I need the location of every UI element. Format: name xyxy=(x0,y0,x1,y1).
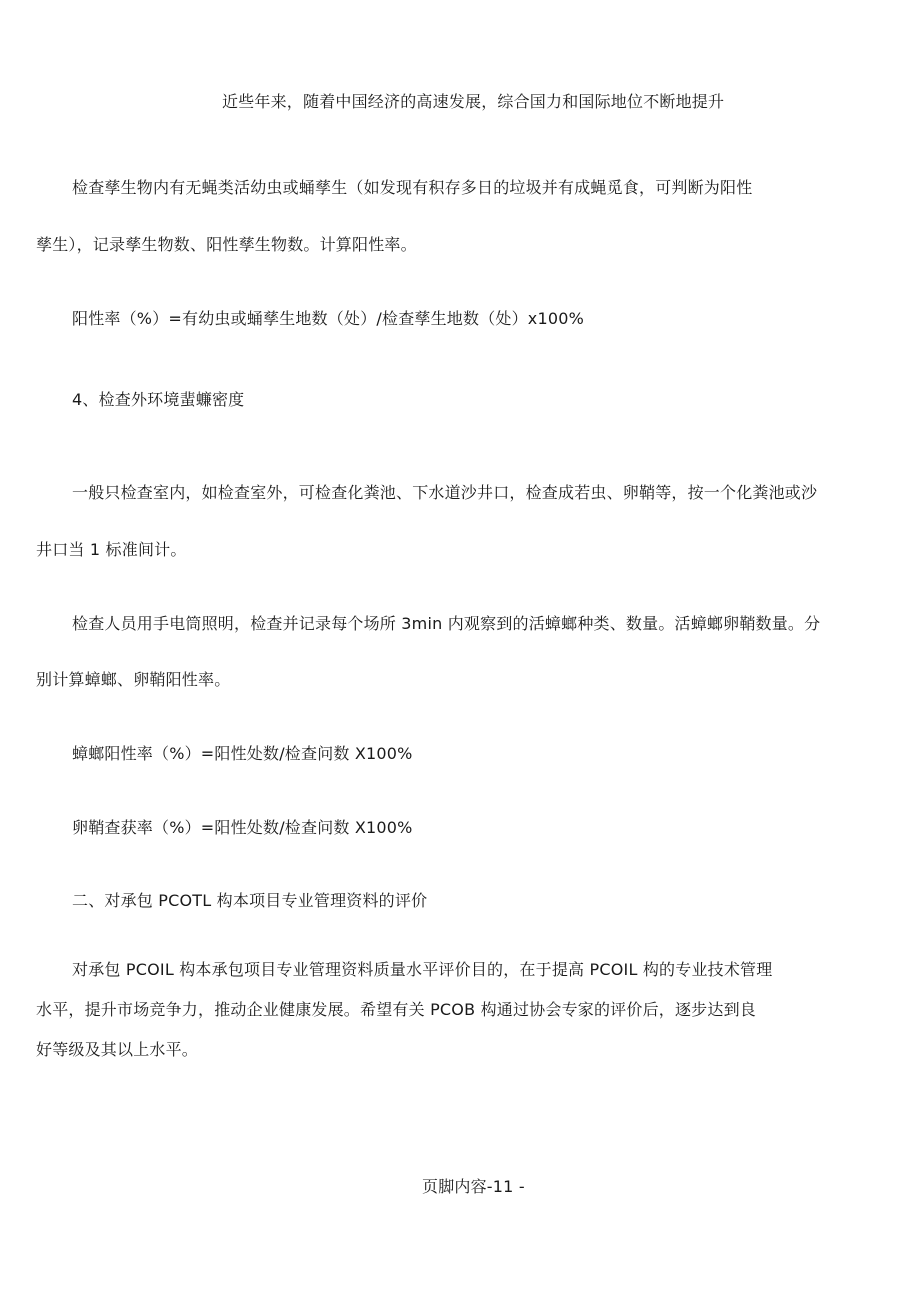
paragraph-2-line-1: 一般只检查室内，如检查室外，可检查化粪池、下水道沙井口，检查成若虫、卵鞘等，按一个化粪池或沙 xyxy=(72,483,818,502)
paragraph-2-line-2: 井口当 1 标准间计。 xyxy=(36,540,187,559)
paragraph-1-line-2: 孳生），记录孳生物数、阳性孳生物数。计算阳性率。 xyxy=(36,235,417,254)
paragraph-3-line-1: 检查人员用手电筒照明，检查并记录每个场所 3min 内观察到的活蟑螂种类、数量。活蟑螂卵鞘数量。分 xyxy=(72,614,821,633)
section-heading-4: 4、检查外环境蜚蠊密度 xyxy=(72,390,245,409)
formula-positive-rate: 阳性率（%）=有幼虫或蛹孳生地数（处）/检查孳生地数（处）x100% xyxy=(72,309,585,328)
paragraph-4-line-1: 对承包 PCOIL 构本承包项目专业管理资料质量水平评价目的，在于提高 PCOIL 构的专业技术管理 xyxy=(72,960,773,979)
paragraph-3-line-2: 别计算蟑螂、卵鞘阳性率。 xyxy=(36,670,231,689)
paragraph-4-line-3: 好等级及其以上水平。 xyxy=(36,1040,199,1059)
formula-egg-sheath-rate: 卵鞘查获率（%）=阳性处数/检查问数 X100% xyxy=(72,818,413,837)
header-text: 近些年来，随着中国经济的高速发展，综合国力和国际地位不断地提升 xyxy=(222,92,725,111)
paragraph-1-line-1: 检查孳生物内有无蝇类活幼虫或蛹孳生（如发现有积存多日的垃圾并有成蝇觅食，可判断为阳性 xyxy=(72,178,753,197)
page-footer: 页脚内容-11 - xyxy=(422,1177,525,1196)
section-heading-2: 二、对承包 PCOTL 构本项目专业管理资料的评价 xyxy=(72,891,428,910)
formula-cockroach-rate: 蟑螂阳性率（%）=阳性处数/检查问数 X100% xyxy=(72,744,413,763)
paragraph-4-line-2: 水平，提升市场竞争力，推动企业健康发展。希望有关 PCOB 构通过协会专家的评价后，逐步达到良 xyxy=(36,1000,756,1019)
